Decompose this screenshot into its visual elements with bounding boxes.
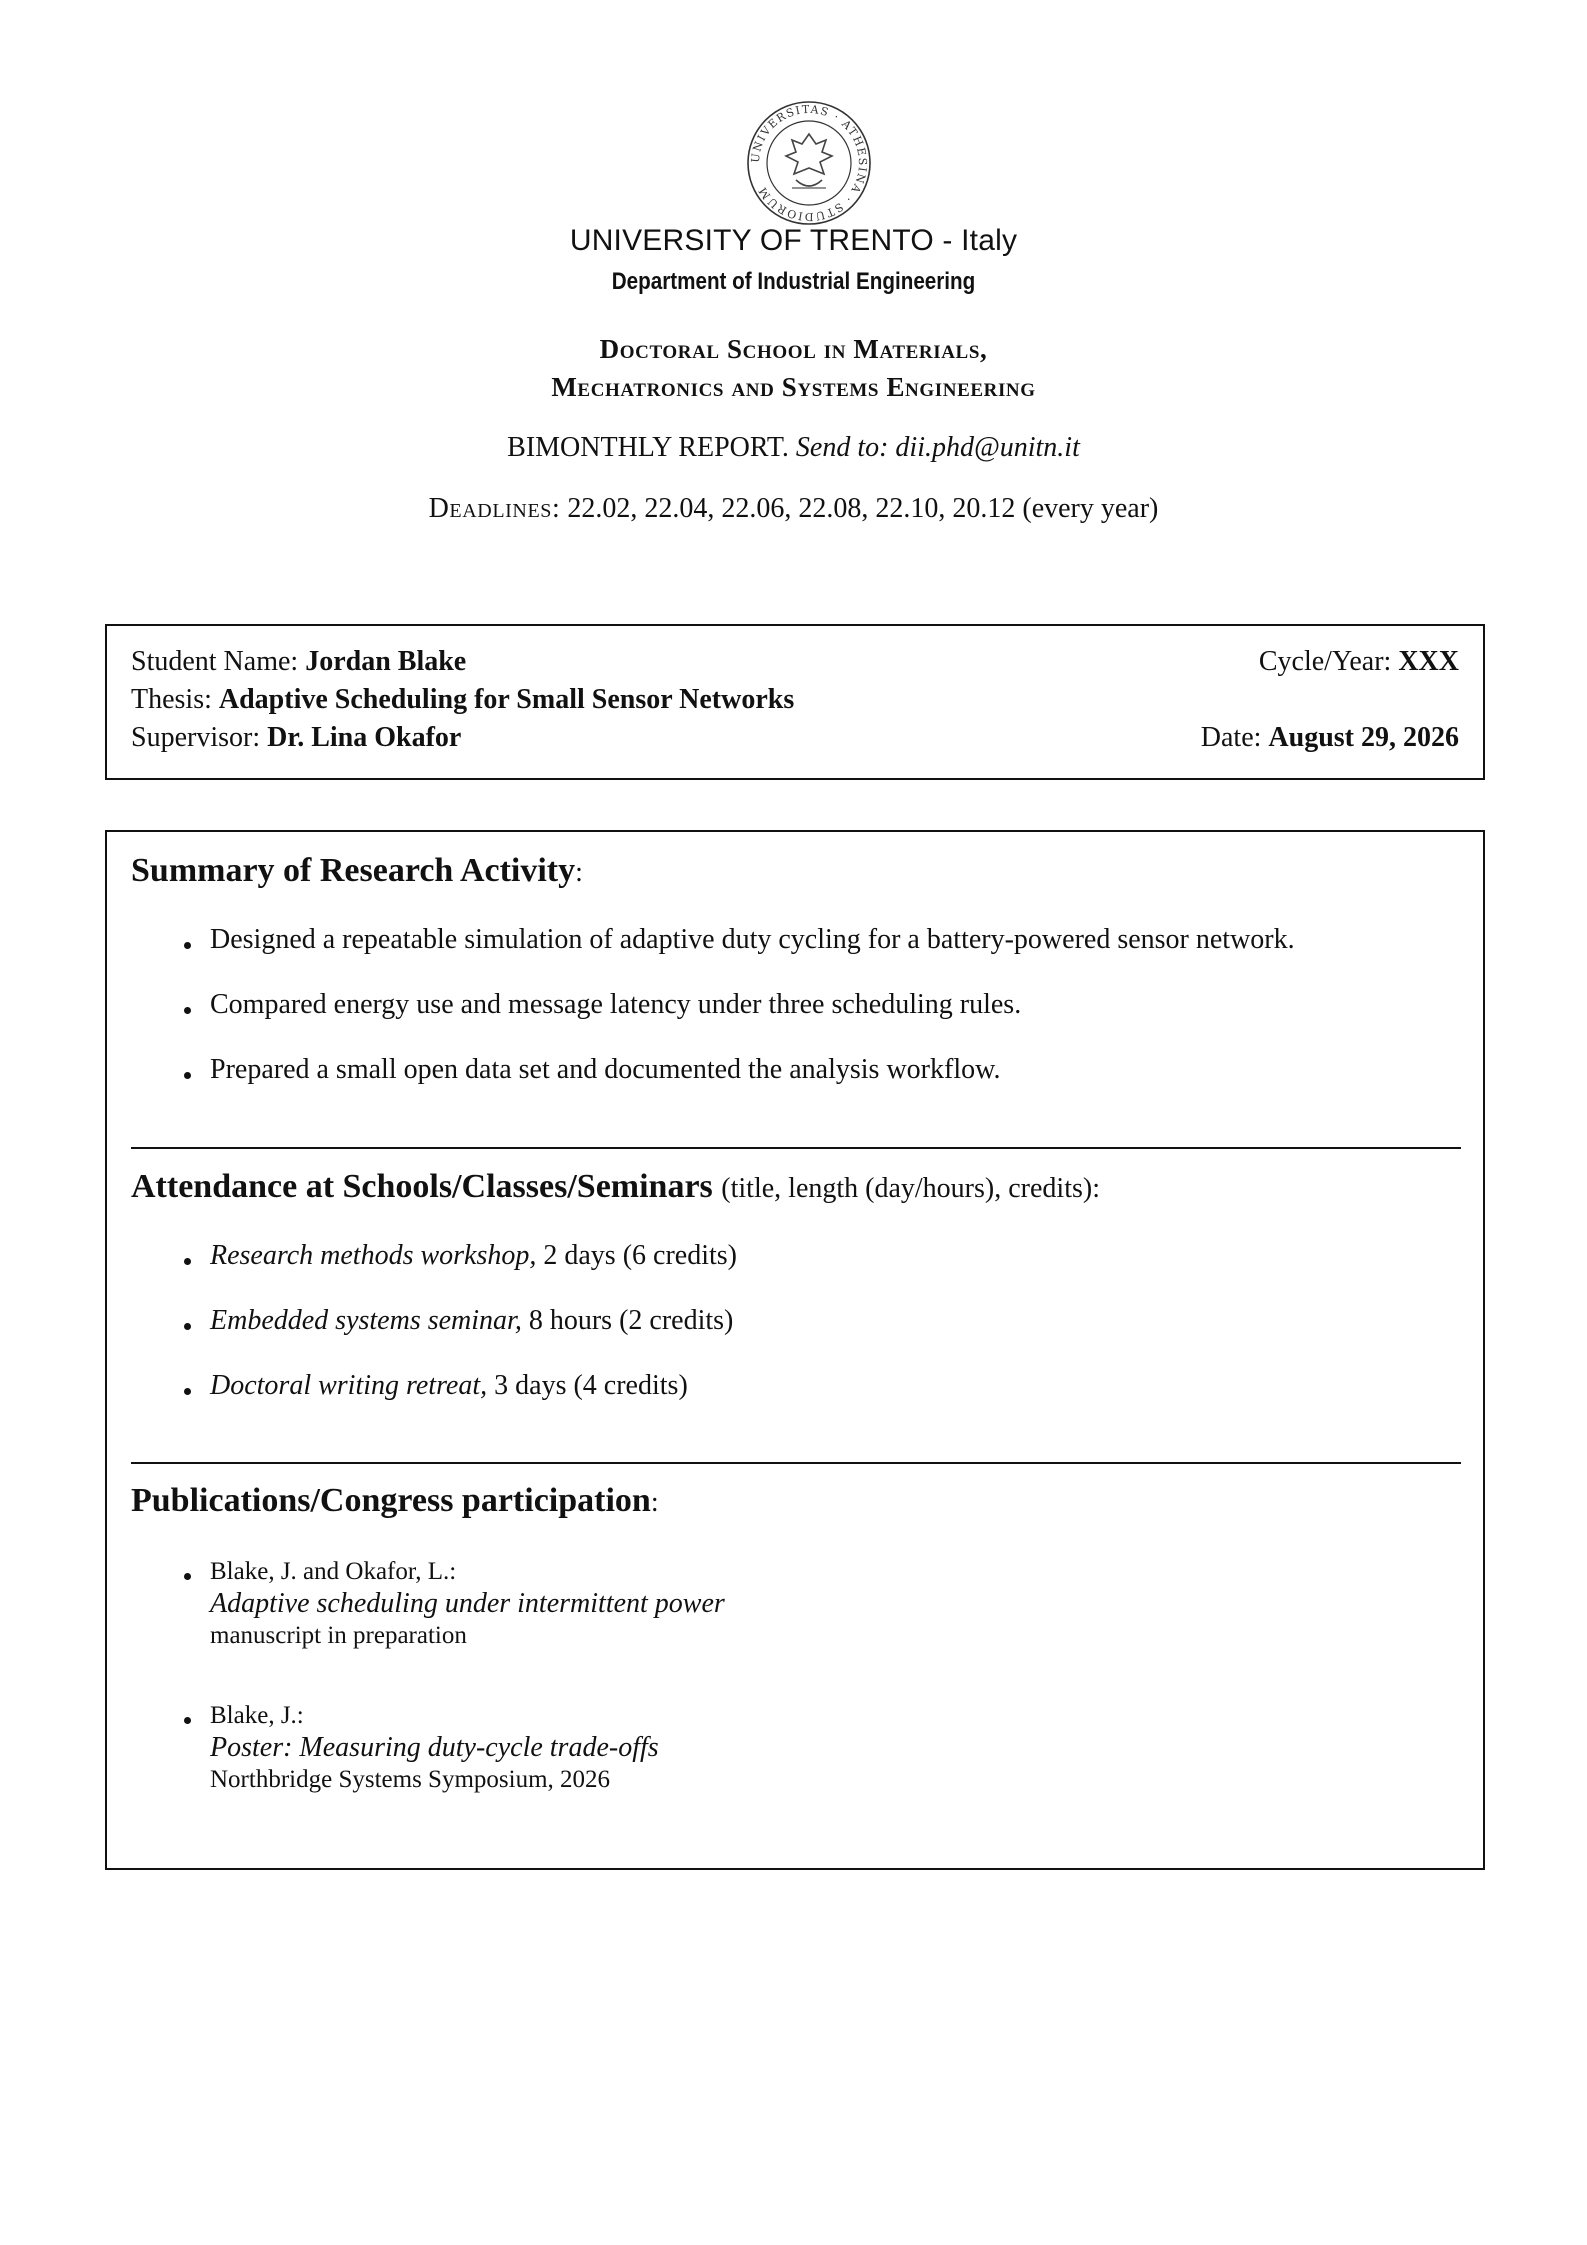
supervisor-name: Dr. Lina Okafor — [267, 722, 462, 753]
student-name-label: Student Name: — [131, 646, 299, 677]
report-send-line — [0, 432, 1587, 464]
report-date: August 29, 2026 — [1268, 722, 1459, 753]
student-name-row — [131, 646, 466, 678]
report-content-box — [105, 830, 1485, 1870]
thesis-row — [131, 684, 794, 716]
attendance-subtitle: (title, length (day/hours), credits): — [721, 1173, 1100, 1204]
course-title: Embedded systems seminar, — [210, 1305, 522, 1336]
doctoral-school-line-2: Mechatronics and Systems Engineering — [551, 372, 1036, 402]
list-item — [210, 1370, 688, 1402]
student-info-box — [105, 624, 1485, 780]
summary-title: Summary of Research Activity — [131, 852, 576, 889]
student-name: Jordan Blake — [305, 646, 467, 677]
bullet-icon — [184, 1717, 191, 1724]
summary-item-text: Designed a repeatable simulation of adaptive duty cycling for a battery-powered sensor network. — [210, 924, 1295, 955]
publication-title: Adaptive scheduling under intermittent power — [210, 1588, 725, 1619]
publication-title: Poster: Measuring duty-cycle trade-offs — [210, 1732, 659, 1763]
bullet-icon — [184, 1258, 191, 1265]
attendance-heading — [131, 1168, 1100, 1206]
list-item — [210, 989, 1021, 1021]
deadlines-values: 22.02, 22.04, 22.06, 22.08, 22.10, 20.12 (every year) — [567, 493, 1159, 524]
course-title: Doctoral writing retreat, — [210, 1370, 488, 1401]
bullet-icon — [184, 1388, 191, 1395]
publications-title: Publications/Congress participation — [131, 1482, 651, 1519]
date-label: Date: — [1200, 722, 1262, 753]
section-divider — [131, 1462, 1461, 1464]
cycle-year: XXX — [1398, 646, 1459, 677]
course-details: 8 hours (2 credits) — [528, 1305, 734, 1336]
course-title: Research methods workshop, — [210, 1240, 537, 1271]
university-name: UNIVERSITY OF TRENTO - Italy — [569, 224, 1018, 257]
attendance-title: Attendance at Schools/Classes/Seminars — [131, 1168, 713, 1205]
section-divider — [131, 1147, 1461, 1149]
publications-colon: : — [650, 1487, 659, 1518]
publication-item — [210, 1702, 659, 1794]
cycle-year-row — [1259, 646, 1459, 678]
publication-authors: Blake, J. and Okafor, L.: — [210, 1558, 457, 1585]
thesis-title: Adaptive Scheduling for Small Sensor Networks — [218, 684, 795, 715]
bullet-icon — [184, 1007, 191, 1014]
cycle-year-label: Cycle/Year: — [1258, 646, 1392, 677]
summary-item-text: Prepared a small open data set and documented the analysis workflow. — [210, 1054, 1001, 1085]
publications-heading — [131, 1482, 659, 1520]
supervisor-row — [131, 722, 461, 754]
publication-venue: manuscript in preparation — [210, 1622, 467, 1649]
university-seal-logo — [746, 100, 872, 226]
deadlines-label: Deadlines: — [428, 493, 561, 524]
summary-item-text: Compared energy use and message latency under three scheduling rules. — [210, 989, 1022, 1020]
bullet-icon — [184, 942, 191, 949]
publication-authors: Blake, J.: — [210, 1702, 304, 1729]
thesis-label: Thesis: — [131, 684, 212, 715]
bullet-icon — [184, 1573, 191, 1580]
bullet-icon — [184, 1323, 191, 1330]
summary-heading — [131, 852, 583, 890]
department-name: Department of Industrial Engineering — [611, 268, 976, 295]
report-label: BIMONTHLY REPORT. — [507, 432, 789, 463]
date-row — [1201, 722, 1459, 754]
list-item — [210, 1054, 1001, 1086]
course-details: 3 days (4 credits) — [494, 1370, 688, 1401]
doctoral-school-line-1: Doctoral School in Materials, — [599, 334, 988, 364]
publication-venue: Northbridge Systems Symposium, 2026 — [210, 1766, 611, 1793]
course-details: 2 days (6 credits) — [543, 1240, 737, 1271]
svg-text:UNIVERSITAS · ATHESINA · STUDI: UNIVERSITAS · ATHESINA · STUDIORUM — [748, 102, 870, 224]
list-item — [210, 924, 1295, 956]
send-to-email[interactable]: Send to: dii.phd@unitn.it — [795, 432, 1080, 463]
summary-colon: : — [575, 857, 583, 888]
list-item — [210, 1305, 733, 1337]
list-item — [210, 1240, 737, 1272]
publication-item — [210, 1558, 725, 1650]
supervisor-label: Supervisor: — [131, 722, 261, 753]
bullet-icon — [184, 1072, 191, 1079]
deadlines-line — [0, 493, 1587, 525]
